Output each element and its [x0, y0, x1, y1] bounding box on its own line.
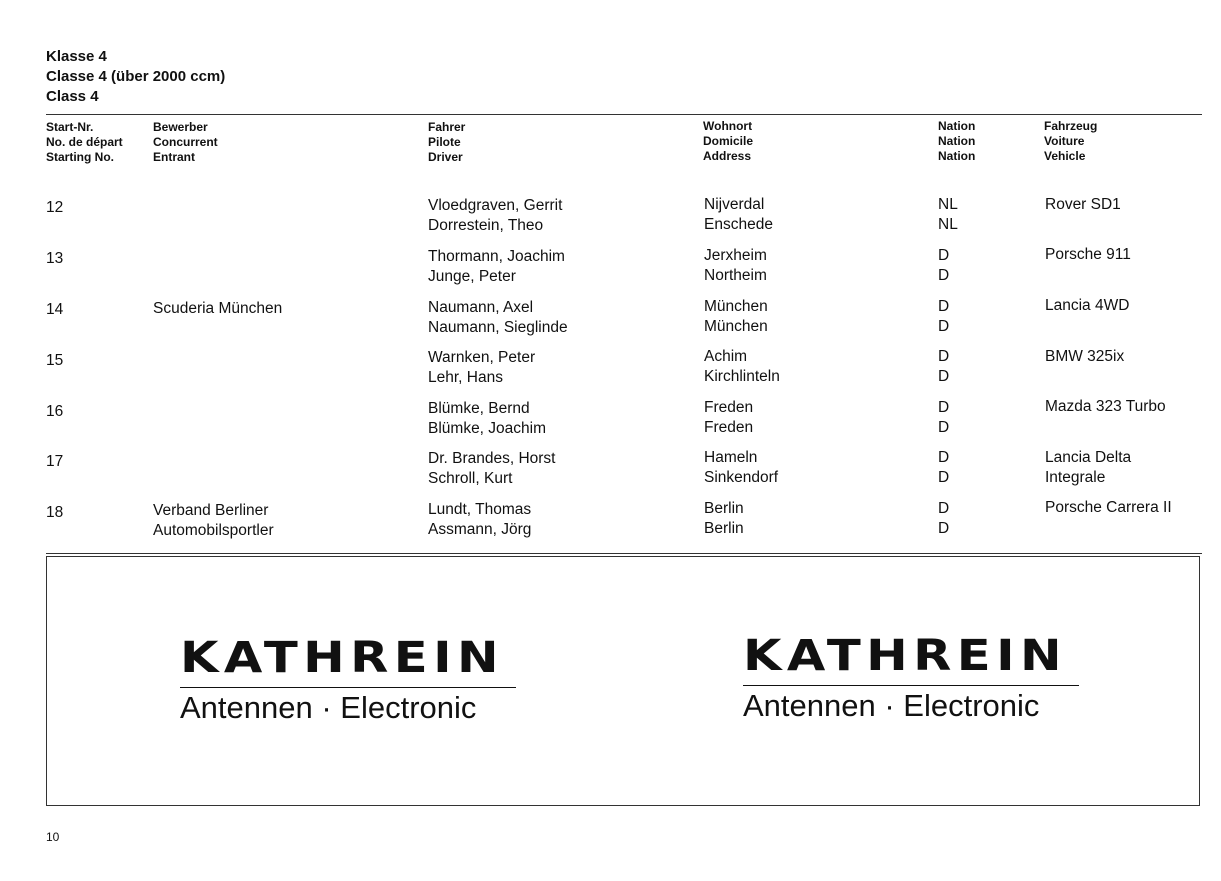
row-17-vehicle: Lancia Delta Integrale	[1045, 449, 1132, 486]
row-18-nations: D D	[938, 500, 950, 537]
row-14-entrant: Scuderia München	[153, 300, 283, 317]
kathrein-logo-right	[743, 630, 1079, 724]
row-13-vehicle: Porsche 911	[1045, 246, 1131, 263]
class-title	[46, 47, 225, 107]
row-13-nations: D D	[938, 247, 950, 284]
header-vehicle: Fahrzeug Voiture Vehicle	[1044, 119, 1098, 163]
row-13-addresses: Jerxheim Northeim	[704, 247, 767, 284]
kathrein-logo-wordmark: KATHREIN	[743, 630, 1068, 681]
row-12-nations: NL NL	[938, 196, 958, 233]
row-17-start-no: 17	[46, 453, 64, 470]
row-12-addresses: Nijverdal Enschede	[704, 196, 773, 233]
row-12-drivers: Vloedgraven, Gerrit Dorrestein, Theo	[428, 197, 563, 234]
row-17-nations: D D	[938, 449, 950, 486]
row-12-vehicle: Rover SD1	[1045, 196, 1121, 213]
header-nation: Nation Nation Nation	[938, 119, 976, 163]
row-18-start-no: 18	[46, 504, 64, 521]
kathrein-logo-wordmark: KATHREIN	[180, 632, 505, 683]
row-14-start-no: 14	[46, 301, 64, 318]
kathrein-tagline: Antennen · Electronic	[180, 690, 477, 725]
row-16-vehicle: Mazda 323 Turbo	[1045, 398, 1166, 415]
row-16-drivers: Blümke, Bernd Blümke, Joachim	[428, 400, 547, 437]
row-18-addresses: Berlin Berlin	[704, 500, 744, 537]
class-title-fr: Classe 4 (über 2000 ccm)	[46, 68, 226, 85]
row-15-nations: D D	[938, 348, 950, 385]
row-18-drivers: Lundt, Thomas Assmann, Jörg	[428, 501, 532, 538]
advertisement-box	[46, 556, 1200, 806]
row-18-entrant: Verband Berliner Automobilsportler	[153, 502, 274, 539]
class-title-en: Class 4	[46, 88, 99, 105]
logo-rule	[743, 685, 1079, 686]
row-17-addresses: Hameln Sinkendorf	[704, 449, 779, 486]
row-14-nations: D D	[938, 298, 950, 335]
page-number: 10	[46, 830, 60, 844]
header-start-no: Start-Nr. No. de départ Starting No.	[46, 120, 123, 164]
row-15-vehicle: BMW 325ix	[1045, 348, 1125, 365]
row-15-addresses: Achim Kirchlinteln	[704, 348, 780, 385]
kathrein-tagline: Antennen · Electronic	[743, 688, 1040, 723]
kathrein-logo-left	[180, 632, 516, 726]
header-divider	[46, 114, 1202, 115]
row-16-addresses: Freden Freden	[704, 399, 754, 436]
row-14-addresses: München München	[704, 298, 768, 335]
header-address: Wohnort Domicile Address	[703, 119, 754, 163]
row-18-vehicle: Porsche Carrera II	[1045, 499, 1172, 516]
table-bottom-divider	[46, 553, 1202, 554]
row-16-start-no: 16	[46, 403, 64, 420]
row-14-vehicle: Lancia 4WD	[1045, 297, 1130, 314]
header-driver: Fahrer Pilote Driver	[428, 120, 466, 164]
row-13-start-no: 13	[46, 250, 64, 267]
row-16-nations: D D	[938, 399, 950, 436]
row-15-drivers: Warnken, Peter Lehr, Hans	[428, 349, 536, 386]
row-14-drivers: Naumann, Axel Naumann, Sieglinde	[428, 299, 568, 336]
logo-rule	[180, 687, 516, 688]
row-12-start-no: 12	[46, 199, 64, 216]
row-13-drivers: Thormann, Joachim Junge, Peter	[428, 248, 565, 285]
row-15-start-no: 15	[46, 352, 64, 369]
class-title-de: Klasse 4	[46, 48, 107, 65]
row-17-drivers: Dr. Brandes, Horst Schroll, Kurt	[428, 450, 556, 487]
header-entrant: Bewerber Concurrent Entrant	[153, 120, 218, 164]
